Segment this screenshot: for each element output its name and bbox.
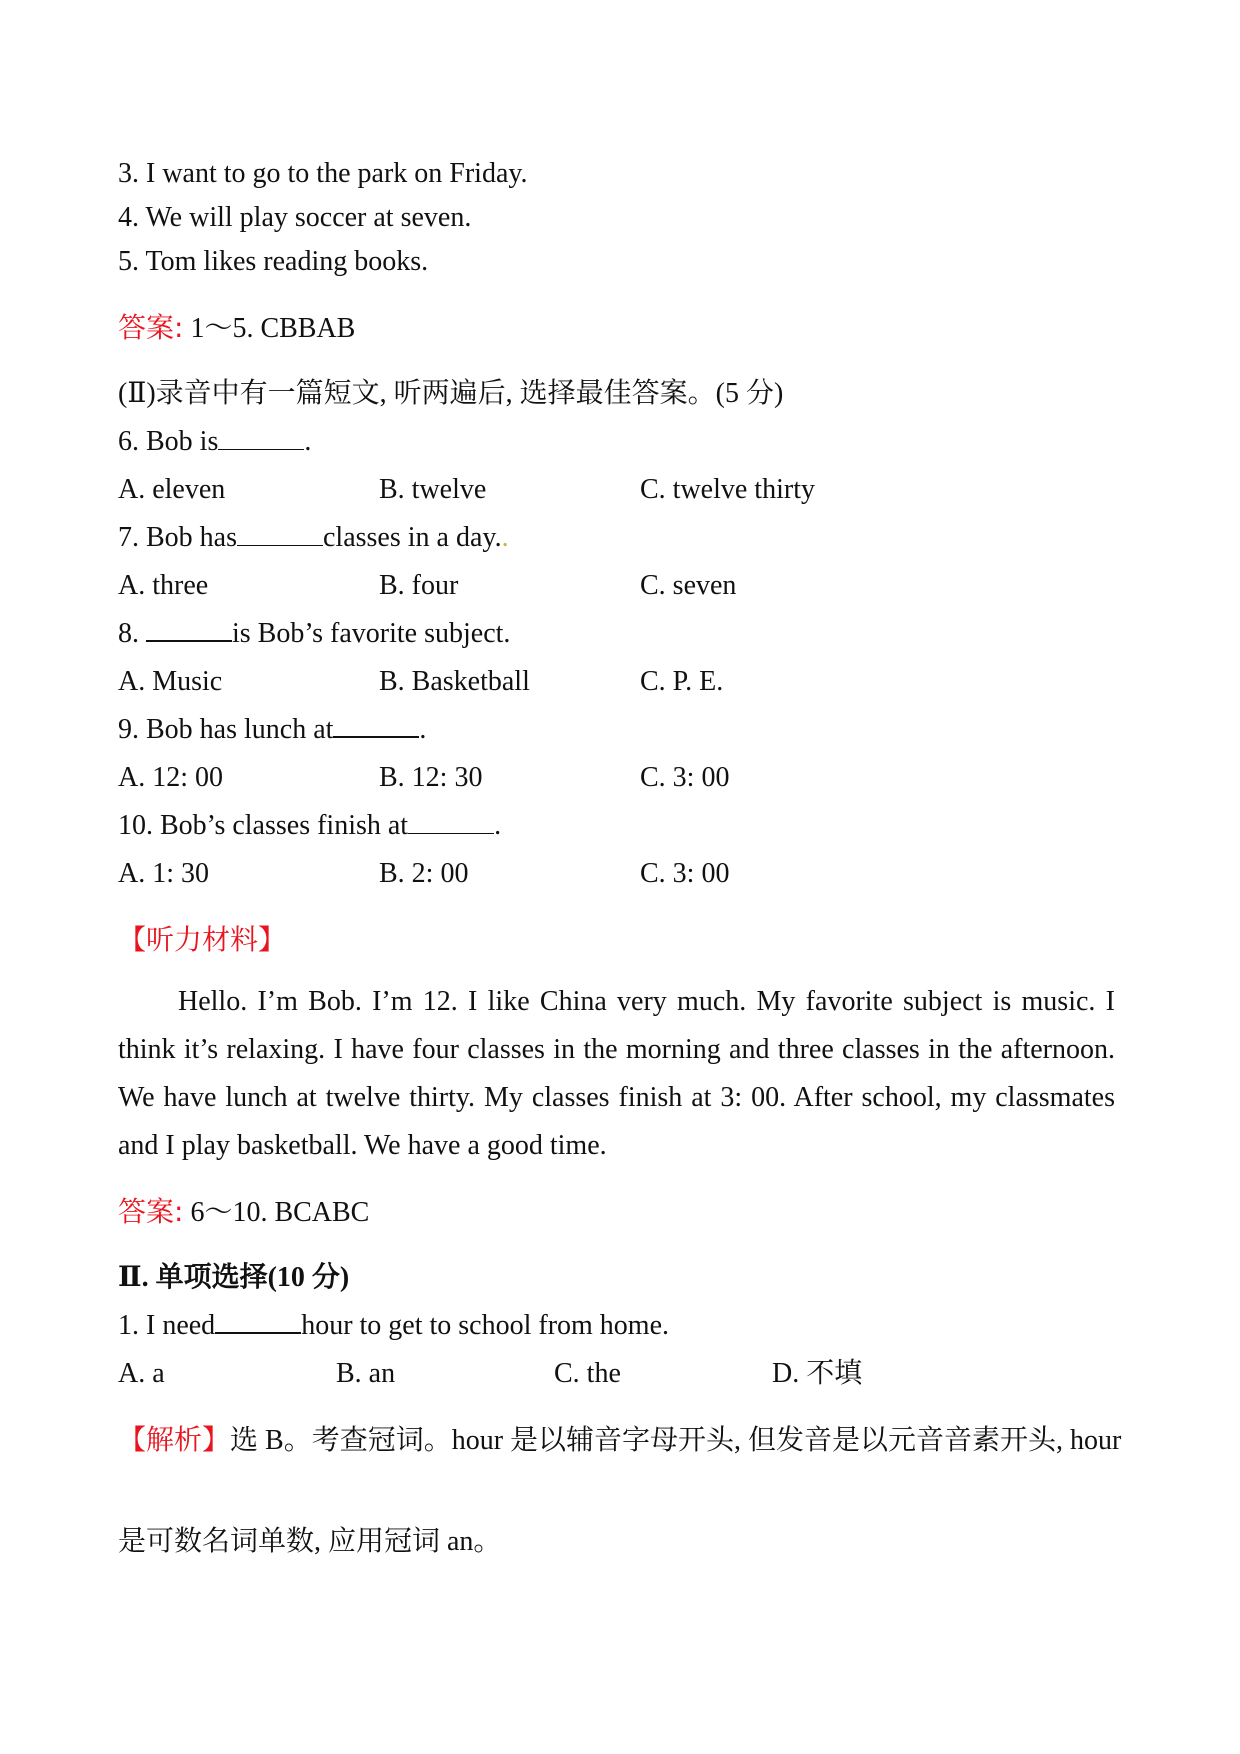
answer-blank [215,1304,301,1334]
question-7-options [118,562,1128,610]
option-c: C. twelve thirty [640,474,815,505]
option-a: A. Music [118,666,223,697]
question-7: 7. Bob has classes in a day.. [118,514,1128,562]
question-6-options [118,466,1128,514]
option-c: C. 3: 00 [640,858,730,889]
question-8-options [118,658,1128,706]
question-10-options [118,850,1128,898]
answer-label: 答案: [118,1195,184,1228]
analysis-line-2: 是可数名词单数, 应用冠词 an。 [118,1526,502,1557]
answer-6-10 [118,1188,1128,1236]
answer-text: 1～5. CBBAB [183,313,356,344]
option-b: B. 12: 30 [379,762,483,793]
listening-heading: 【听力材料】 [118,923,287,956]
mc-question-1-options [118,1350,1128,1398]
sentence-5: 5. Tom likes reading books. [118,246,429,277]
question-8: 8. is Bob’s favorite subject. [118,610,1128,658]
answer-blank [237,517,323,546]
option-a: A. eleven [118,474,226,505]
option-b: B. Basketball [379,666,530,697]
answer-blank [218,421,304,450]
option-a: A. 1: 30 [118,858,209,889]
option-c: C. P. E. [640,666,724,697]
analysis-label: 【解析】 [118,1423,231,1456]
option-a: A. a [118,1358,165,1389]
analysis-line-1: 【解析】选 B。考查冠词。hour 是以辅音字母开头, 但发音是以元音音素开头, hour [118,1423,1122,1456]
stray-dot-mark: . [501,522,509,553]
document-page [118,150,1128,1566]
option-c: C. seven [640,570,737,601]
option-c: C. 3: 00 [640,762,730,793]
sentence-4: 4. We will play soccer at seven. [118,202,472,233]
option-c: C. the [554,1358,621,1389]
question-9: 9. Bob has lunch at . [118,706,1128,754]
option-b: B. an [336,1358,396,1389]
option-a: A. 12: 00 [118,762,223,793]
option-b: B. four [379,570,459,601]
section-2-header: (Ⅱ)录音中有一篇短文, 听两遍后, 选择最佳答案。(5 分) [118,378,784,409]
mc-question-1: 1. I need hour to get to school from home. [118,1302,1128,1350]
option-d: D. 不填 [772,1358,863,1389]
answer-blank [333,708,419,738]
answer-blank [146,612,232,642]
question-10: 10. Bob’s classes finish at . [118,802,1128,850]
section-3-header: Ⅱ. 单项选择(10 分) [118,1262,350,1293]
question-6: 6. Bob is . [118,418,1128,466]
listening-passage: Hello. I’m Bob. I’m 12. I like China very much. My favorite subject is music. I think it’s relaxing. I have four classes in the morning and three classes in the afternoon. We have lunch at twelve thirty. My classes finish at 3: 00. After school, my classmates and I play basketball. We have a good time. [118,986,1115,1161]
answer-1-5 [118,304,1128,352]
option-a: A. three [118,570,209,601]
sentence-3: 3. I want to go to the park on Friday. [118,158,528,189]
question-9-options [118,754,1128,802]
answer-text: 6～10. BCABC [183,1197,370,1228]
answer-label: 答案: [118,311,184,344]
option-b: B. 2: 00 [379,858,469,889]
answer-blank [408,805,494,834]
option-b: B. twelve [379,474,487,505]
